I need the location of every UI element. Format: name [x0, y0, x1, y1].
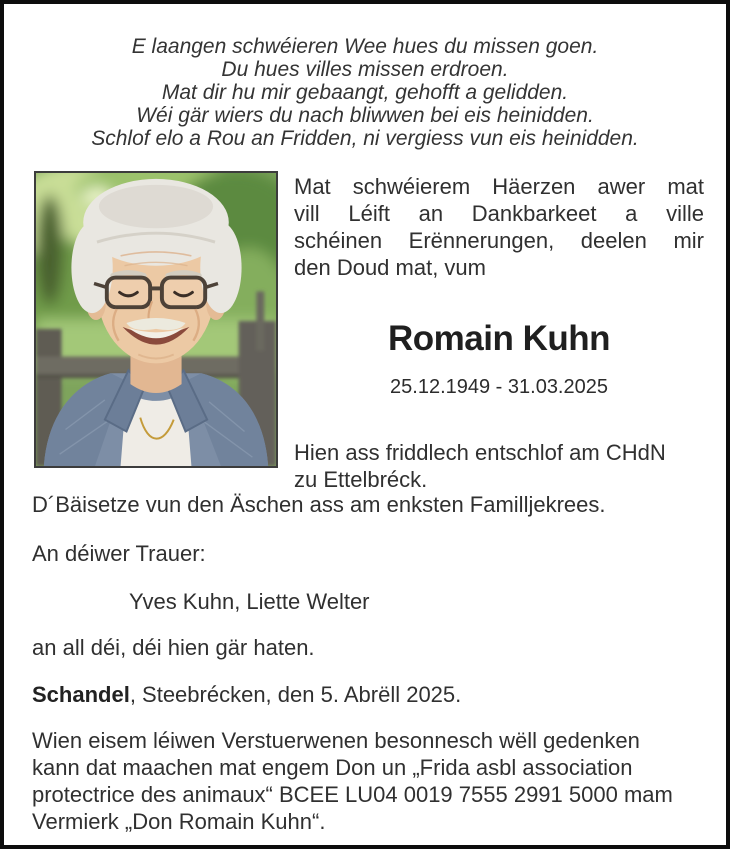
poem-line: Wéi gär wiers du nach bliwwen bei eis heinidden.	[136, 104, 594, 127]
mourning-label: An déiwer Trauer:	[32, 541, 206, 566]
death-place-text	[294, 439, 704, 493]
donation-line: Wien eisem léiwen Verstuerwenen besonnesch wëll gedenken	[32, 728, 640, 753]
announcement-column	[294, 173, 704, 493]
poem-line: Schlof elo a Rou an Fridden, ni vergiess vun eis heinidden.	[91, 127, 639, 150]
intro-line: den Doud mat, vum	[294, 255, 486, 280]
donation-line: protectrice des animaux“ BCEE LU04 0019 7555 2991 5000 mam	[32, 782, 673, 807]
intro-line: vill Léift an Dankbarkeet a ville	[294, 201, 704, 226]
poem-line: Mat dir hu mir gebaangt, gehofft a gelidden.	[161, 81, 569, 104]
mourners-extension: an all déi, déi hien gär haten.	[32, 635, 315, 660]
death-info-line: zu Ettelbréck.	[294, 467, 428, 492]
dateline-rest: , Steebrécken, den 5. Abrëll 2025.	[129, 682, 462, 707]
dateline-place: Schandel	[32, 682, 130, 707]
intro-line: Mat schwéierem Häerzen awer mat	[294, 174, 704, 199]
burial-info: D´Bäisetze vun den Äschen ass am enksten Familljekrees.	[32, 492, 606, 517]
donation-line: Vermierk „Don Romain Kuhn“.	[32, 809, 326, 834]
portrait-photo	[34, 171, 278, 468]
donation-paragraph	[32, 727, 700, 835]
dateline	[32, 681, 700, 708]
deceased-name: Romain Kuhn	[388, 319, 610, 358]
death-info-line: Hien ass friddlech entschlof am CHdN	[294, 440, 666, 465]
intro-text	[294, 173, 704, 281]
mourners-names: Yves Kuhn, Liette Welter	[129, 589, 370, 614]
poem-line: E laangen schwéieren Wee hues du missen goen.	[131, 35, 599, 58]
memorial-poem	[4, 35, 726, 150]
life-dates: 25.12.1949 - 31.03.2025	[390, 376, 608, 398]
donation-line: kann dat maachen mat engem Don un „Frida asbl association	[32, 755, 633, 780]
portrait-illustration	[36, 173, 276, 466]
intro-line: schéinen Erënnerungen, deelen mir	[294, 228, 704, 253]
poem-line: Du hues villes missen erdroen.	[221, 58, 509, 81]
